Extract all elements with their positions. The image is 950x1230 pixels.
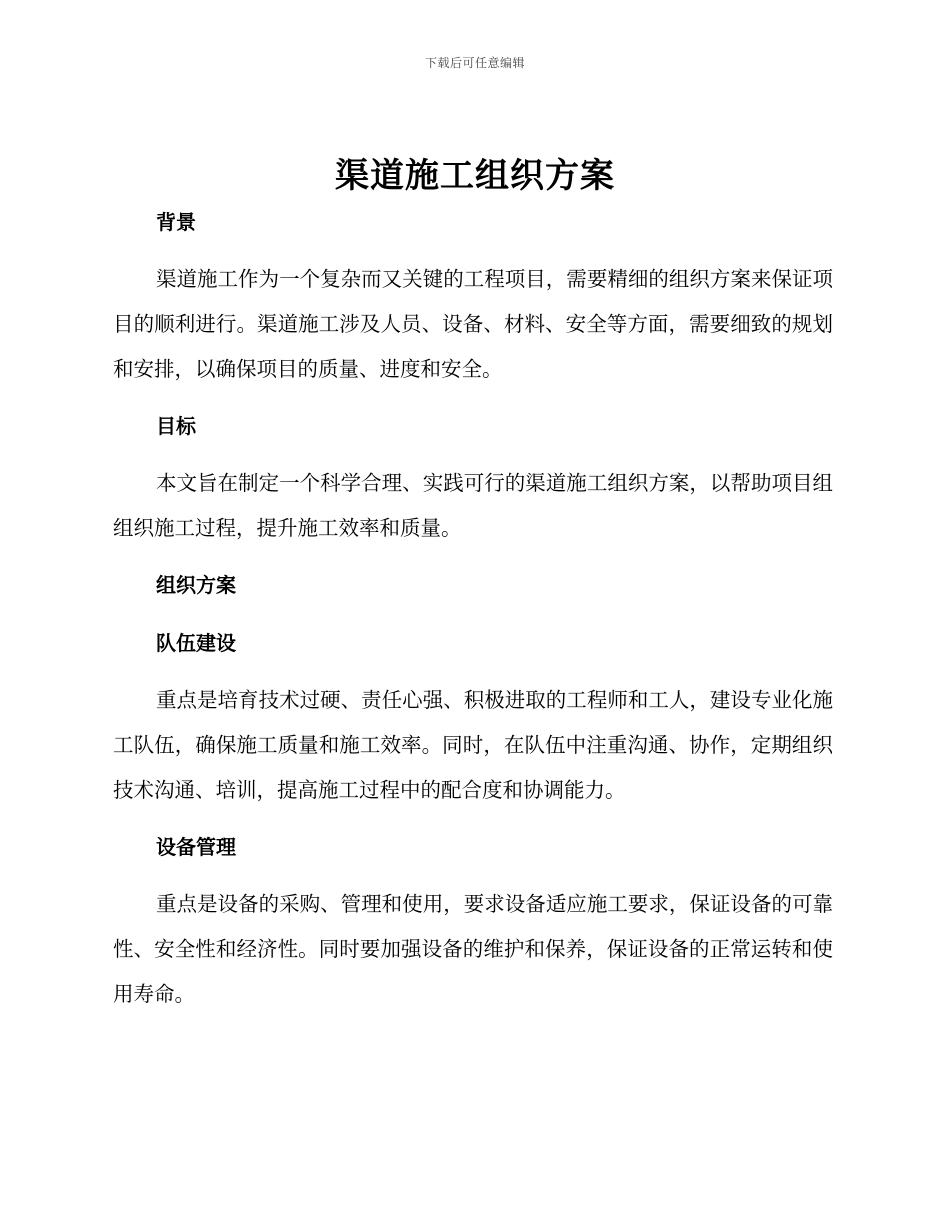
paragraph-goal: 本文旨在制定一个科学合理、实践可行的渠道施工组织方案，以帮助项目组组织施工过程，提升施工效率和质量。 [113,471,833,540]
paragraph-equipment: 重点是设备的采购、管理和使用，要求设备适应施工要求，保证设备的可靠性、安全性和经济性。同时要加强设备的维护和保养，保证设备的正常运转和使用寿命。 [113,892,833,1006]
section-heading-plan: 组织方案 [156,573,236,597]
header-note: 下载后可任意编辑 [424,56,525,70]
section-heading-team: 队伍建设 [156,631,236,655]
section-heading-equipment: 设备管理 [156,835,236,859]
section-heading-background: 背景 [156,210,196,234]
paragraph-background: 渠道施工作为一个复杂而又关键的工程项目，需要精细的组织方案来保证项目的顺利进行。渠道施工涉及人员、设备、材料、安全等方面，需要细致的规划和安排，以确保项目的质量、进度和安全。 [113,267,833,381]
paragraph-team: 重点是培育技术过硬、责任心强、积极进取的工程师和工人，建设专业化施工队伍，确保施工质量和施工效率。同时，在队伍中注重沟通、协作，定期组织技术沟通、培训，提高施工过程中的配合度和协调能力。 [113,688,833,802]
section-heading-goal: 目标 [156,414,196,438]
document-title: 渠道施工组织方案 [335,156,615,196]
